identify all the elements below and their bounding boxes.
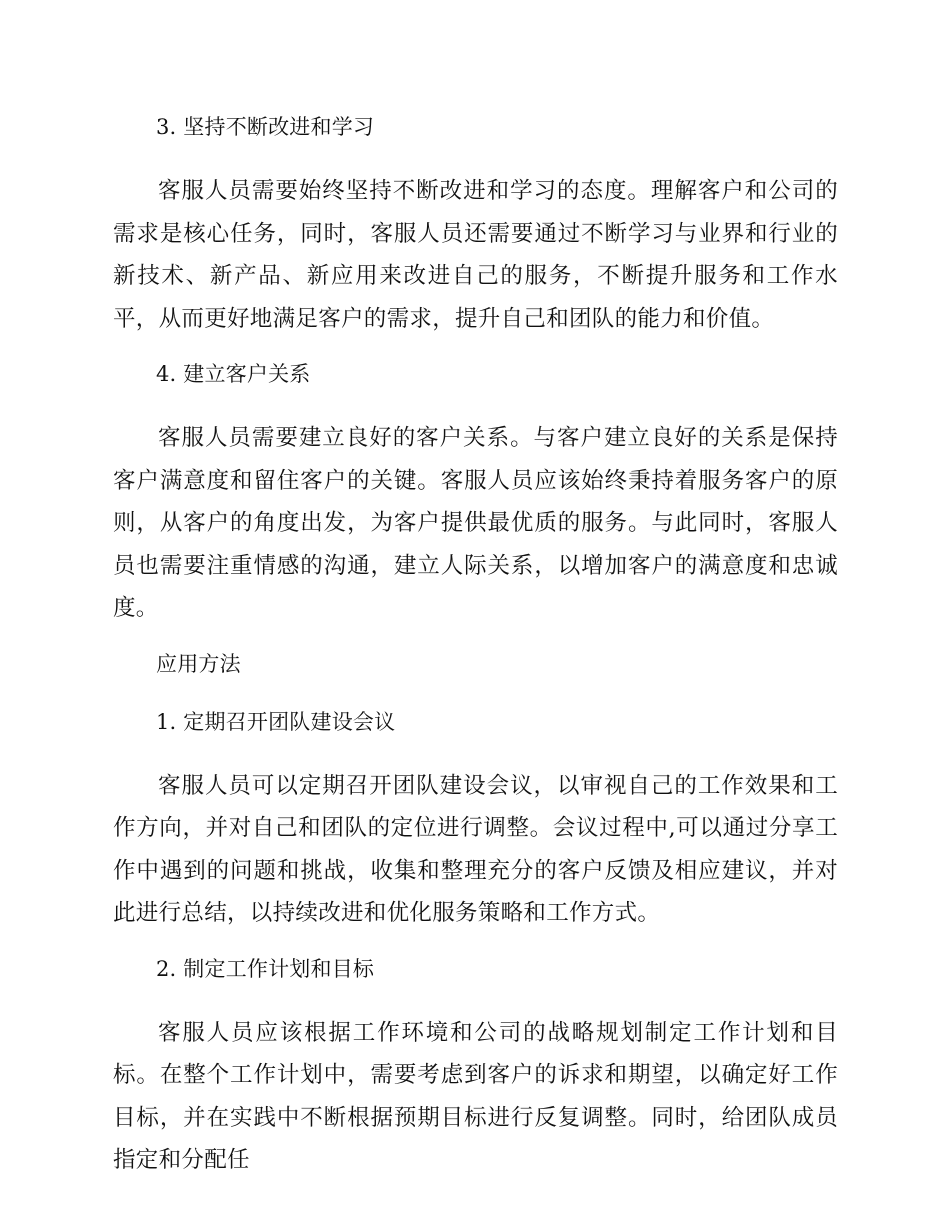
section-heading-team-meetings: 1. 定期召开团队建设会议 [156, 709, 396, 734]
paragraph-continuous-improvement: 客服人员需要始终坚持不断改进和学习的态度。理解客户和公司的需求是核心任务，同时，客服人员还需要通过不断学习与业界和行业的新技术、新产品、新应用来改进自己的服务，不断提升服务和工作水平，从而更好地满足客户的需求，提升自己和团队的能力和价值。 [113, 178, 838, 332]
section-heading-work-plan: 2. 制定工作计划和目标 [156, 956, 375, 981]
section-heading-application-methods: 应用方法 [156, 651, 241, 676]
section-heading-continuous-improvement: 3. 坚持不断改进和学习 [156, 115, 375, 139]
section-heading-customer-relations: 4. 建立客户关系 [156, 362, 311, 386]
paragraph-work-plan: 客服人员应该根据工作环境和公司的战略规划制定工作计划和目标。在整个工作计划中，需要考虑到客户的诉求和期望，以确定好工作目标，并在实践中不断根据预期目标进行反复调整。同时，给团队成员指定和分配任 [113, 1019, 838, 1173]
paragraph-team-meetings: 客服人员可以定期召开团队建设会议，以审视自己的工作效果和工作方向，并对自己和团队的定位进行调整。会议过程中,可以通过分享工作中遇到的问题和挑战，收集和整理充分的客户反馈及相应建议，并对此进行总结，以持续改进和优化服务策略和工作方式。 [113, 772, 838, 926]
paragraph-customer-relations: 客服人员需要建立良好的客户关系。与客户建立良好的关系是保持客户满意度和留住客户的关键。客服人员应该始终秉持着服务客户的原则，从客户的角度出发，为客户提供最优质的服务。与此同时，客服人员也需要注重情感的沟通，建立人际关系，以增加客户的满意度和忠诚度。 [113, 425, 838, 621]
